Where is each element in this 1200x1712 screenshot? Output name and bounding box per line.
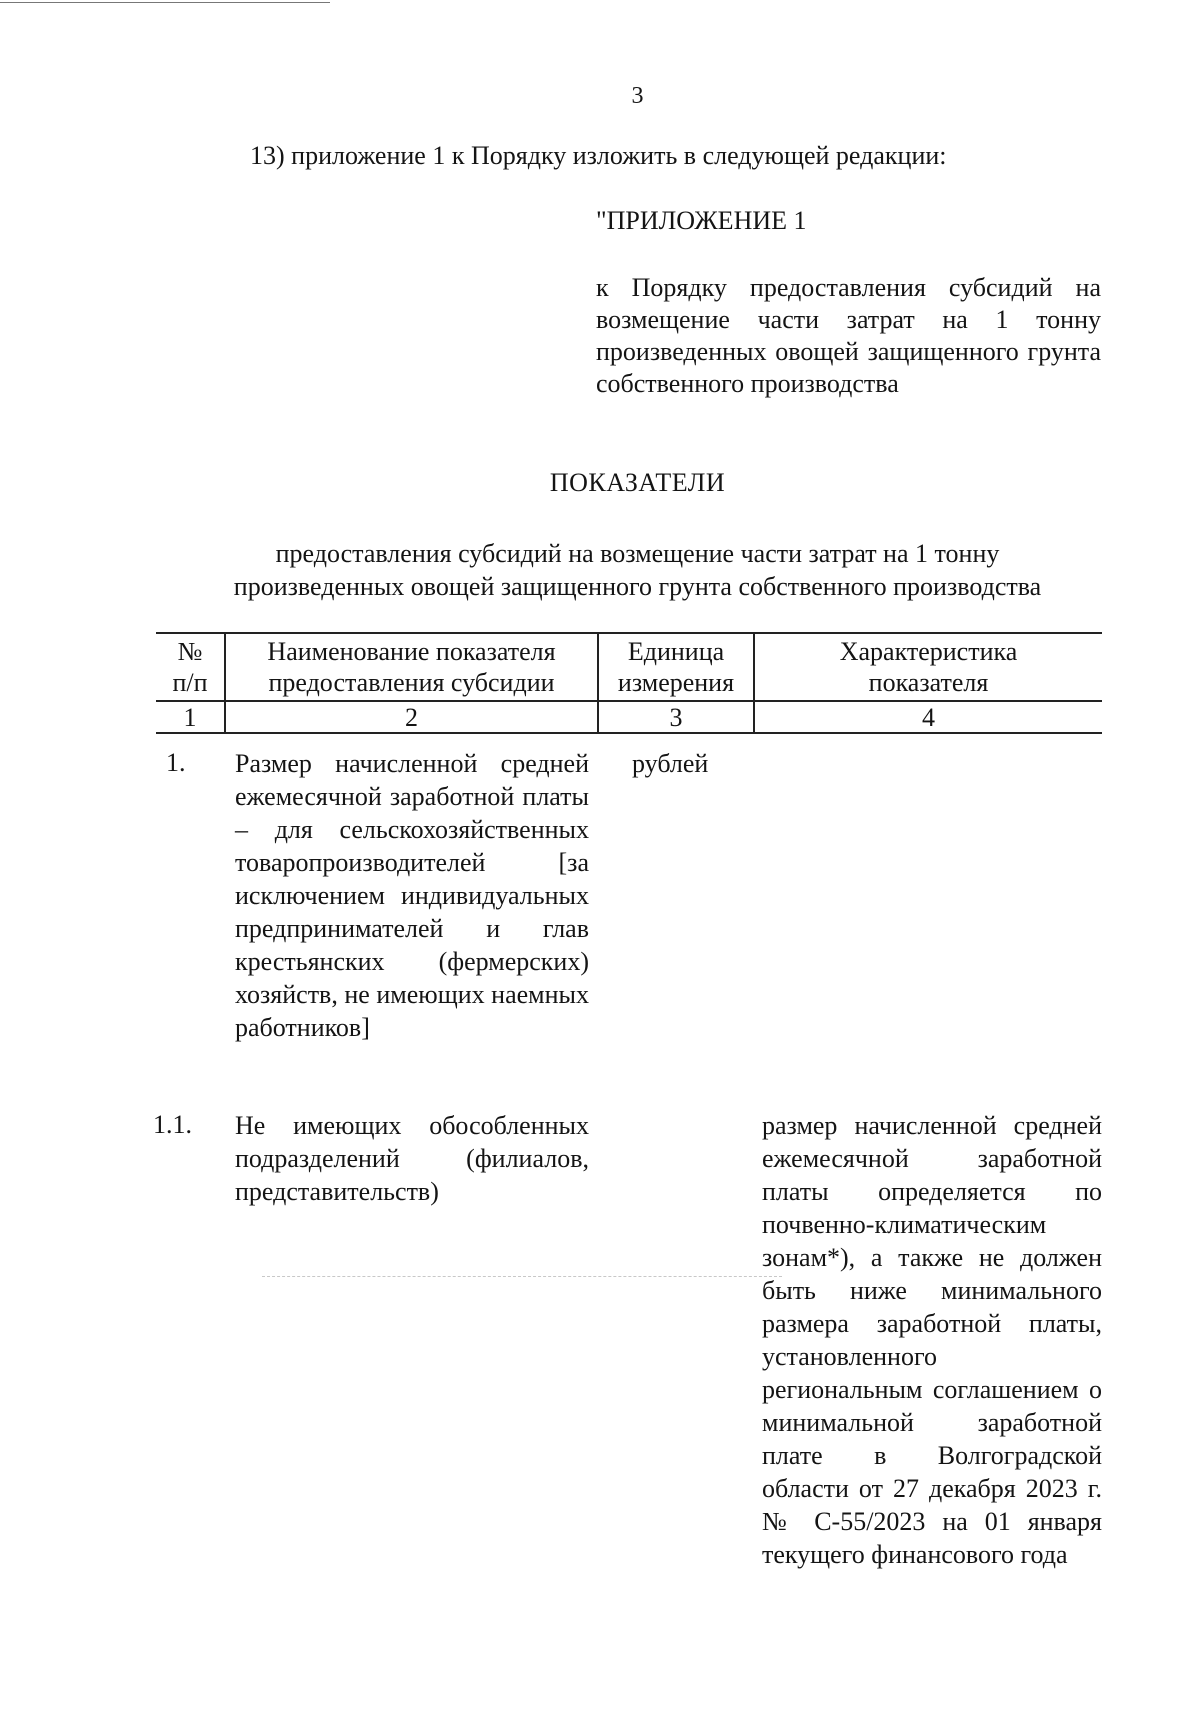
header-cell-characteristic: Характеристика показателя [839,637,1018,697]
header-cell-name: Наименование показателя предоставления субсидии [267,637,556,697]
column-number-1: 1 [183,703,197,732]
row-1-1-number: 1.1. [153,1110,192,1139]
header-cell-number: № п/п [172,637,208,697]
document-title: ПОКАЗАТЕЛИ [549,468,726,497]
row-1-name: Размер начисленной средней ежемесячной заработной платы – для сельскохозяйственных товаропроизводителей [за исключением индивидуальных предпринимателей и глав крестьянских (фермерских) хозяйств, не имеющих наемных работников] [235,749,589,1042]
row-1-unit: рублей [632,749,709,778]
document-subtitle [100,537,1175,603]
row-1-number: 1. [166,748,186,777]
appendix-subtitle: к Порядку предоставления субсидий на возмещение части затрат на 1 тонну произведенных овощей защищенного грунта собственного производства [596,273,1101,398]
column-number-3: 3 [669,703,683,732]
appendix-title: "ПРИЛОЖЕНИЕ 1 [596,206,807,235]
amendment-instruction: 13) приложение 1 к Порядку изложить в следующей редакции: [250,141,947,170]
column-number-4: 4 [922,703,935,732]
page-number: 3 [631,83,644,109]
scan-artifact-line [262,1276,782,1277]
row-1-1-characteristic: размер начисленной средней ежемесячной заработной платы определяется по почвенно-климатическим зонам*), а также не должен быть ниже минимального размера заработной платы, установленного региональным соглашением о минимальной заработной плате в Волгоградской области от 27 декабря 2023 г. № С-55/2023 на 01 января текущего финансового года [762,1111,1102,1569]
row-1-1-name: Не имеющих обособленных подразделений (филиалов, представительств) [235,1111,589,1206]
column-number-2: 2 [405,703,418,732]
header-cell-unit: Единица измерения [617,637,735,697]
document-subtitle-line-1: предоставления субсидий на возмещение части затрат на 1 тонну [275,539,1000,568]
scan-artifact-top [0,2,330,3]
document-subtitle-line-2: произведенных овощей защищенного грунта собственного производства [233,572,1042,601]
table-rule-top [156,632,1102,634]
